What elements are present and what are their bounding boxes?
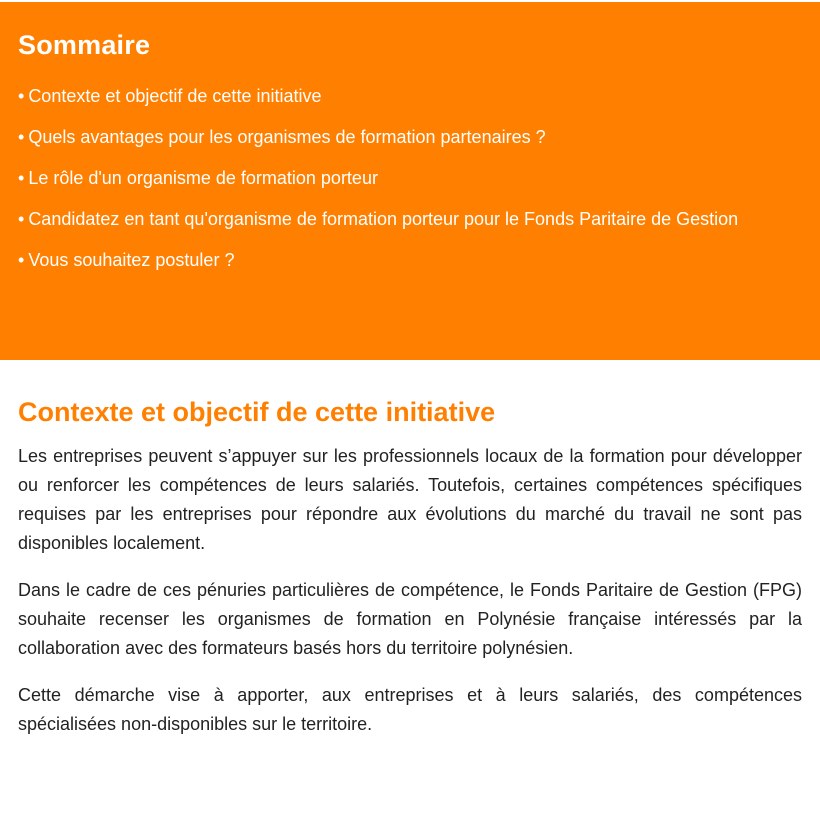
section-paragraph: Dans le cadre de ces pénuries particulières de compétence, le Fonds Paritaire de Gestion (FPG) souhaite recenser les organismes de formation en Polynésie française intéressés par la collaboration avec des formateurs basés hors du territoire polynésien. — [18, 580, 802, 658]
summary-title: Sommaire — [18, 30, 151, 60]
summary-link-candidatez[interactable]: Candidatez en tant qu'organisme de formation porteur pour le Fonds Paritaire de Gestion — [28, 209, 739, 229]
summary-link-avantages[interactable]: Quels avantages pour les organismes de formation partenaires ? — [28, 127, 546, 147]
section-title: Contexte et objectif de cette initiative — [18, 397, 496, 427]
summary-item — [18, 158, 798, 199]
bullet: • — [18, 127, 25, 147]
section-paragraph: Cette démarche vise à apporter, aux entreprises et à leurs salariés, des compétences spécialisées non-disponibles sur le territoire. — [18, 685, 802, 734]
summary-item — [18, 199, 798, 240]
bullet: • — [18, 86, 25, 106]
summary-link-postuler[interactable]: Vous souhaitez postuler ? — [28, 250, 235, 270]
summary-list — [18, 76, 798, 281]
summary-box — [0, 2, 820, 360]
content-section — [0, 392, 820, 739]
bullet: • — [18, 168, 25, 188]
summary-link-role[interactable]: Le rôle d'un organisme de formation porteur — [28, 168, 378, 188]
bullet: • — [18, 250, 25, 270]
summary-link-contexte[interactable]: Contexte et objectif de cette initiative — [28, 86, 322, 106]
summary-item — [18, 76, 798, 117]
summary-item — [18, 117, 798, 158]
section-paragraph: Les entreprises peuvent s’appuyer sur les professionnels locaux de la formation pour développer ou renforcer les compétences de leurs salariés. Toutefois, certaines compétences spécifiques requises par les entreprises pour répondre aux évolutions du marché du travail ne sont pas disponibles localement. — [18, 446, 802, 553]
bullet: • — [18, 209, 25, 229]
summary-item — [18, 240, 798, 281]
